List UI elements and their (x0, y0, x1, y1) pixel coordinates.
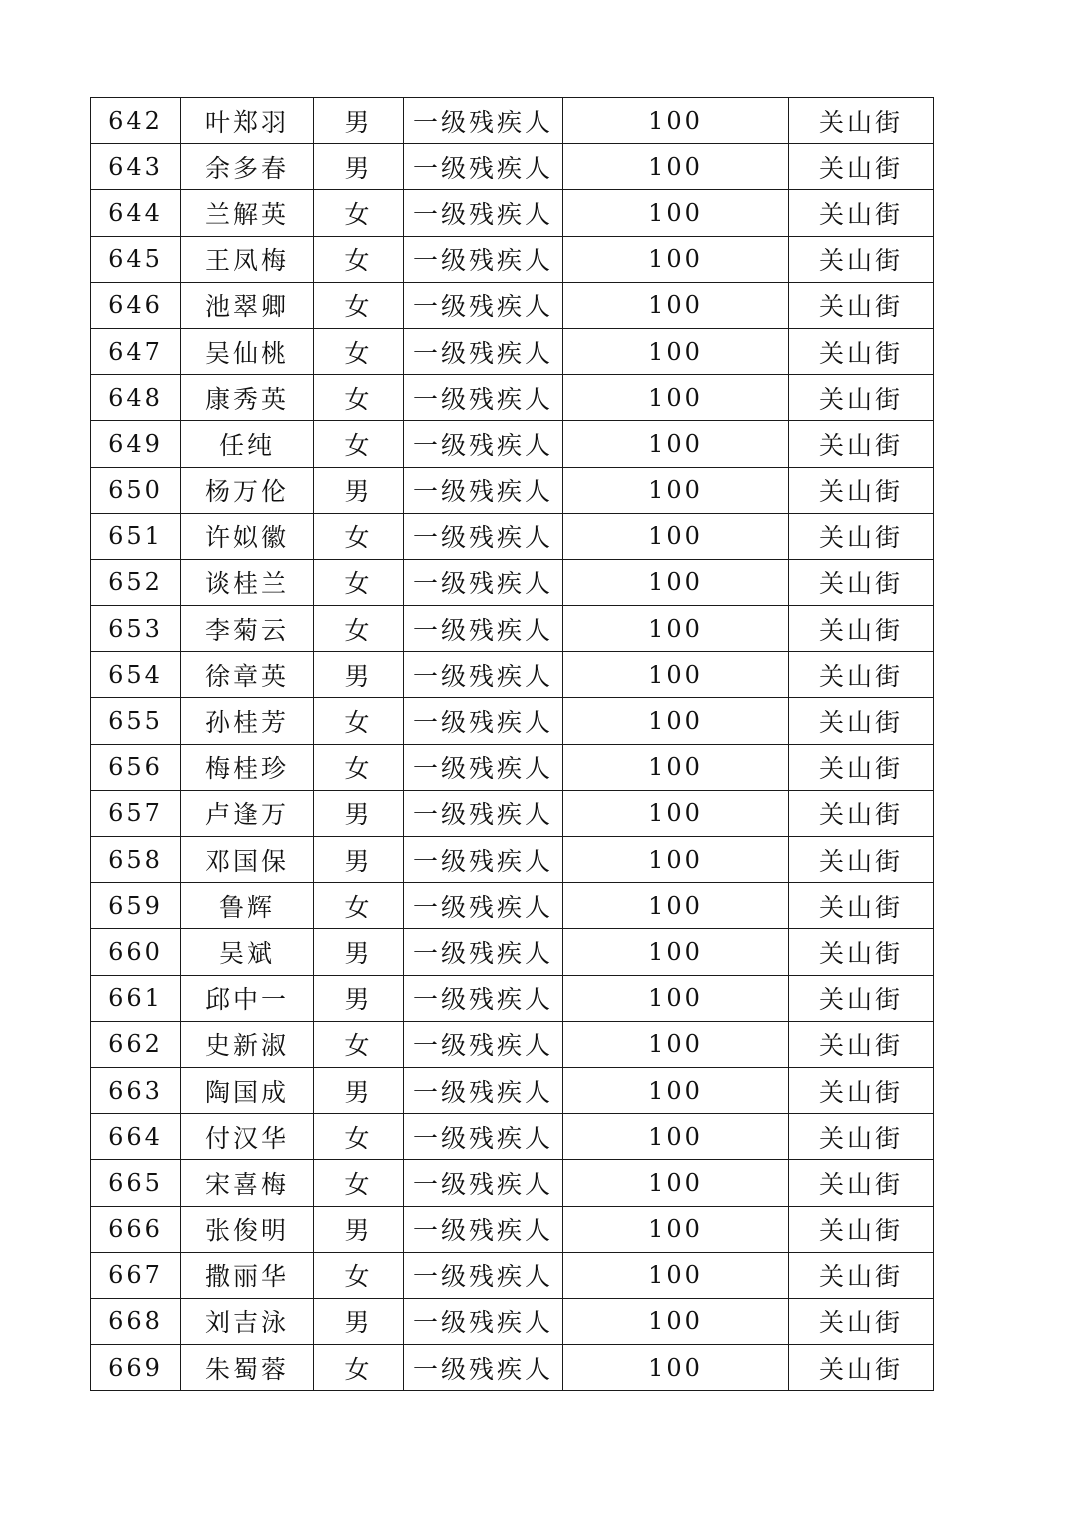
cell-street: 关山街 (789, 467, 934, 513)
cell-street: 关山街 (789, 282, 934, 328)
cell-id: 651 (91, 513, 181, 559)
cell-gender: 女 (314, 1252, 404, 1298)
cell-name: 孙桂芳 (181, 698, 314, 744)
cell-amount: 100 (563, 421, 789, 467)
cell-name: 陶国成 (181, 1067, 314, 1113)
cell-id: 653 (91, 606, 181, 652)
cell-amount: 100 (563, 328, 789, 374)
table-row (91, 1067, 934, 1113)
cell-name: 谈桂兰 (181, 559, 314, 605)
cell-amount: 100 (563, 98, 789, 144)
table-row (91, 1021, 934, 1067)
cell-id: 644 (91, 190, 181, 236)
cell-grade: 一级残疾人 (404, 698, 563, 744)
cell-amount: 100 (563, 1345, 789, 1391)
table-body (91, 98, 934, 1391)
cell-name: 吴斌 (181, 929, 314, 975)
cell-gender: 男 (314, 652, 404, 698)
cell-name: 付汉华 (181, 1114, 314, 1160)
cell-gender: 男 (314, 1206, 404, 1252)
cell-name: 宋喜梅 (181, 1160, 314, 1206)
table-row (91, 282, 934, 328)
cell-street: 关山街 (789, 98, 934, 144)
cell-amount: 100 (563, 190, 789, 236)
cell-amount: 100 (563, 929, 789, 975)
cell-amount: 100 (563, 1298, 789, 1344)
cell-name: 康秀英 (181, 375, 314, 421)
cell-amount: 100 (563, 606, 789, 652)
cell-amount: 100 (563, 975, 789, 1021)
cell-street: 关山街 (789, 328, 934, 374)
cell-grade: 一级残疾人 (404, 1345, 563, 1391)
table-row (91, 513, 934, 559)
cell-name: 任纯 (181, 421, 314, 467)
cell-street: 关山街 (789, 837, 934, 883)
cell-street: 关山街 (789, 1160, 934, 1206)
cell-name: 余多春 (181, 144, 314, 190)
cell-grade: 一级残疾人 (404, 1067, 563, 1113)
cell-gender: 男 (314, 467, 404, 513)
cell-amount: 100 (563, 144, 789, 190)
cell-street: 关山街 (789, 790, 934, 836)
cell-gender: 女 (314, 190, 404, 236)
table-row (91, 929, 934, 975)
cell-street: 关山街 (789, 1021, 934, 1067)
cell-grade: 一级残疾人 (404, 421, 563, 467)
table-row (91, 1160, 934, 1206)
cell-grade: 一级残疾人 (404, 1206, 563, 1252)
cell-id: 655 (91, 698, 181, 744)
cell-street: 关山街 (789, 744, 934, 790)
cell-id: 667 (91, 1252, 181, 1298)
table-row (91, 1345, 934, 1391)
cell-grade: 一级残疾人 (404, 282, 563, 328)
cell-street: 关山街 (789, 606, 934, 652)
cell-gender: 男 (314, 98, 404, 144)
cell-id: 646 (91, 282, 181, 328)
cell-gender: 男 (314, 1067, 404, 1113)
cell-gender: 男 (314, 929, 404, 975)
table-row (91, 790, 934, 836)
beneficiary-table (90, 97, 934, 1391)
cell-street: 关山街 (789, 1252, 934, 1298)
cell-grade: 一级残疾人 (404, 606, 563, 652)
table-row (91, 467, 934, 513)
table-row (91, 236, 934, 282)
cell-amount: 100 (563, 652, 789, 698)
cell-id: 662 (91, 1021, 181, 1067)
cell-gender: 女 (314, 1114, 404, 1160)
cell-id: 650 (91, 467, 181, 513)
cell-gender: 男 (314, 144, 404, 190)
cell-name: 叶郑羽 (181, 98, 314, 144)
cell-name: 邱中一 (181, 975, 314, 1021)
table-row (91, 1114, 934, 1160)
cell-street: 关山街 (789, 929, 934, 975)
table-row (91, 652, 934, 698)
cell-id: 658 (91, 837, 181, 883)
cell-name: 杨万伦 (181, 467, 314, 513)
cell-grade: 一级残疾人 (404, 328, 563, 374)
cell-grade: 一级残疾人 (404, 513, 563, 559)
cell-id: 665 (91, 1160, 181, 1206)
table-row (91, 883, 934, 929)
table-row (91, 698, 934, 744)
table-row (91, 744, 934, 790)
cell-name: 张俊明 (181, 1206, 314, 1252)
cell-gender: 男 (314, 790, 404, 836)
cell-street: 关山街 (789, 513, 934, 559)
cell-id: 648 (91, 375, 181, 421)
cell-id: 659 (91, 883, 181, 929)
table-row (91, 421, 934, 467)
cell-gender: 女 (314, 1345, 404, 1391)
cell-amount: 100 (563, 1067, 789, 1113)
table-row (91, 98, 934, 144)
cell-id: 649 (91, 421, 181, 467)
cell-street: 关山街 (789, 1067, 934, 1113)
cell-id: 647 (91, 328, 181, 374)
cell-name: 吴仙桃 (181, 328, 314, 374)
cell-grade: 一级残疾人 (404, 190, 563, 236)
cell-street: 关山街 (789, 883, 934, 929)
cell-grade: 一级残疾人 (404, 1298, 563, 1344)
cell-grade: 一级残疾人 (404, 929, 563, 975)
cell-gender: 男 (314, 837, 404, 883)
cell-amount: 100 (563, 883, 789, 929)
cell-gender: 女 (314, 375, 404, 421)
cell-gender: 女 (314, 559, 404, 605)
cell-id: 663 (91, 1067, 181, 1113)
cell-amount: 100 (563, 467, 789, 513)
cell-gender: 女 (314, 421, 404, 467)
cell-amount: 100 (563, 837, 789, 883)
cell-amount: 100 (563, 513, 789, 559)
cell-gender: 男 (314, 975, 404, 1021)
cell-gender: 女 (314, 1021, 404, 1067)
cell-gender: 女 (314, 698, 404, 744)
cell-street: 关山街 (789, 375, 934, 421)
cell-name: 鲁辉 (181, 883, 314, 929)
cell-street: 关山街 (789, 236, 934, 282)
cell-gender: 女 (314, 328, 404, 374)
cell-amount: 100 (563, 744, 789, 790)
cell-name: 池翠卿 (181, 282, 314, 328)
cell-street: 关山街 (789, 559, 934, 605)
cell-name: 撒丽华 (181, 1252, 314, 1298)
cell-grade: 一级残疾人 (404, 790, 563, 836)
cell-street: 关山街 (789, 1114, 934, 1160)
cell-id: 669 (91, 1345, 181, 1391)
table-row (91, 837, 934, 883)
cell-id: 642 (91, 98, 181, 144)
cell-amount: 100 (563, 282, 789, 328)
cell-amount: 100 (563, 1252, 789, 1298)
cell-grade: 一级残疾人 (404, 1252, 563, 1298)
cell-name: 刘吉泳 (181, 1298, 314, 1344)
table-row (91, 975, 934, 1021)
table-row (91, 1206, 934, 1252)
cell-gender: 女 (314, 883, 404, 929)
cell-amount: 100 (563, 1206, 789, 1252)
cell-street: 关山街 (789, 698, 934, 744)
cell-grade: 一级残疾人 (404, 744, 563, 790)
cell-grade: 一级残疾人 (404, 975, 563, 1021)
cell-street: 关山街 (789, 190, 934, 236)
cell-grade: 一级残疾人 (404, 883, 563, 929)
cell-street: 关山街 (789, 652, 934, 698)
cell-id: 656 (91, 744, 181, 790)
cell-grade: 一级残疾人 (404, 652, 563, 698)
cell-id: 664 (91, 1114, 181, 1160)
table-row (91, 190, 934, 236)
cell-amount: 100 (563, 698, 789, 744)
cell-street: 关山街 (789, 144, 934, 190)
cell-gender: 男 (314, 1298, 404, 1344)
cell-name: 许姒徽 (181, 513, 314, 559)
cell-amount: 100 (563, 790, 789, 836)
cell-grade: 一级残疾人 (404, 1021, 563, 1067)
cell-street: 关山街 (789, 421, 934, 467)
cell-grade: 一级残疾人 (404, 144, 563, 190)
table-row (91, 559, 934, 605)
table-row (91, 1298, 934, 1344)
cell-grade: 一级残疾人 (404, 559, 563, 605)
cell-amount: 100 (563, 559, 789, 605)
cell-name: 梅桂珍 (181, 744, 314, 790)
cell-id: 643 (91, 144, 181, 190)
cell-grade: 一级残疾人 (404, 467, 563, 513)
table-row (91, 144, 934, 190)
cell-amount: 100 (563, 236, 789, 282)
cell-street: 关山街 (789, 975, 934, 1021)
cell-id: 654 (91, 652, 181, 698)
cell-id: 668 (91, 1298, 181, 1344)
cell-gender: 女 (314, 282, 404, 328)
cell-amount: 100 (563, 1114, 789, 1160)
cell-grade: 一级残疾人 (404, 375, 563, 421)
table-row (91, 1252, 934, 1298)
cell-name: 卢逢万 (181, 790, 314, 836)
cell-name: 王凤梅 (181, 236, 314, 282)
cell-name: 邓国保 (181, 837, 314, 883)
cell-street: 关山街 (789, 1206, 934, 1252)
cell-id: 661 (91, 975, 181, 1021)
cell-gender: 女 (314, 1160, 404, 1206)
cell-amount: 100 (563, 1160, 789, 1206)
cell-gender: 女 (314, 513, 404, 559)
table-row (91, 328, 934, 374)
cell-id: 645 (91, 236, 181, 282)
cell-name: 李菊云 (181, 606, 314, 652)
cell-gender: 女 (314, 606, 404, 652)
cell-name: 徐章英 (181, 652, 314, 698)
cell-gender: 女 (314, 744, 404, 790)
cell-street: 关山街 (789, 1298, 934, 1344)
cell-id: 660 (91, 929, 181, 975)
table-row (91, 375, 934, 421)
cell-amount: 100 (563, 375, 789, 421)
cell-gender: 女 (314, 236, 404, 282)
cell-name: 兰解英 (181, 190, 314, 236)
cell-grade: 一级残疾人 (404, 1160, 563, 1206)
cell-id: 666 (91, 1206, 181, 1252)
cell-id: 657 (91, 790, 181, 836)
cell-grade: 一级残疾人 (404, 98, 563, 144)
cell-street: 关山街 (789, 1345, 934, 1391)
cell-grade: 一级残疾人 (404, 1114, 563, 1160)
cell-name: 朱蜀蓉 (181, 1345, 314, 1391)
table-row (91, 606, 934, 652)
cell-grade: 一级残疾人 (404, 837, 563, 883)
cell-amount: 100 (563, 1021, 789, 1067)
cell-grade: 一级残疾人 (404, 236, 563, 282)
cell-name: 史新淑 (181, 1021, 314, 1067)
cell-id: 652 (91, 559, 181, 605)
